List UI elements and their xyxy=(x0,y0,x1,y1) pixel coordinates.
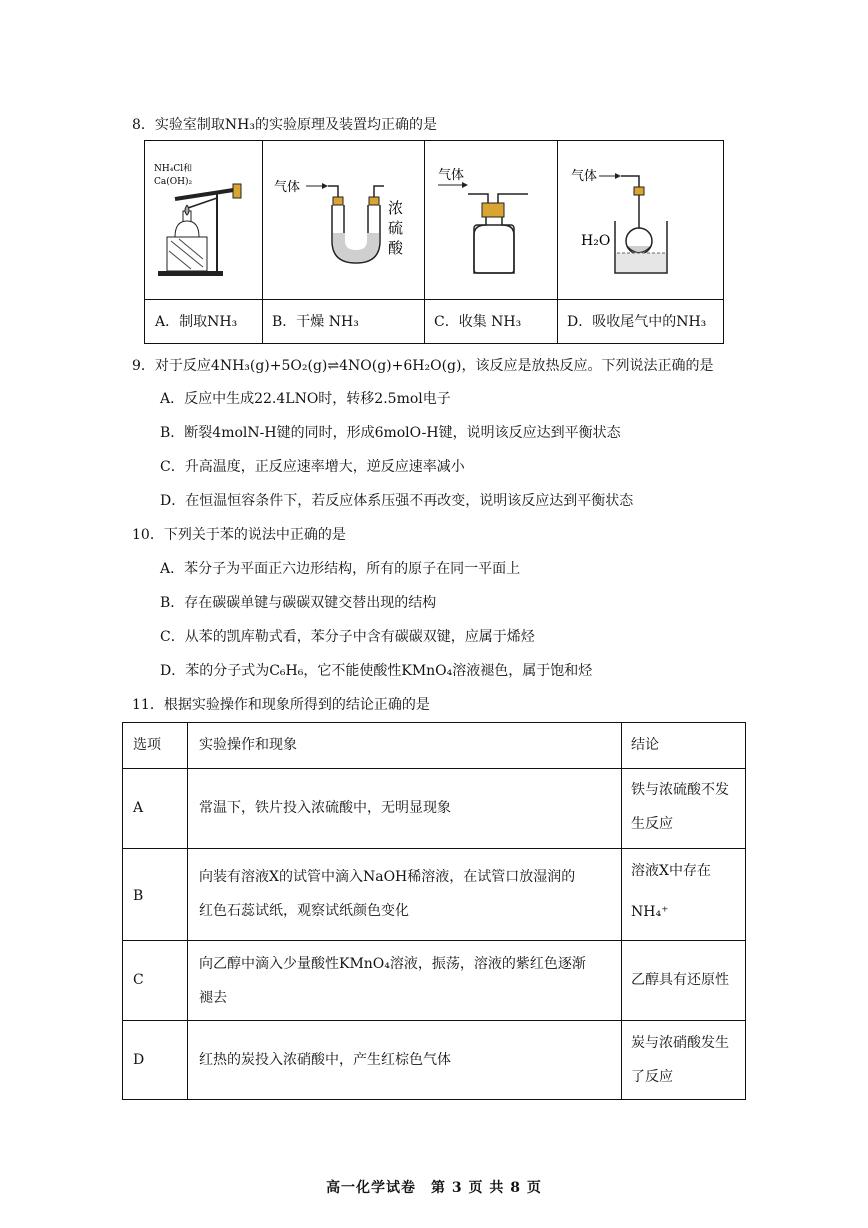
q10-option-c: C．从苯的凯库勒式看，苯分子中含有碳碳双键，应属于烯烃 xyxy=(160,629,535,645)
apparatus-b xyxy=(262,141,424,299)
q10-option-b: B．存在碳碳单键与碳碳双键交替出现的结构 xyxy=(160,595,437,611)
row-b-operation: 红色石蕊试纸，观察试纸颜色变化 xyxy=(199,903,409,919)
row-a-option: A xyxy=(133,800,144,816)
row-b-conclusion: 溶液X中存在 xyxy=(631,863,711,879)
page-footer: 高一化学试卷 第 3 页 共 8 页 xyxy=(326,1180,542,1196)
q9-option-a: A．反应中生成22.4LNO时，转移2.5mol电子 xyxy=(160,391,451,407)
row-a-conclusion: 生反应 xyxy=(631,816,673,832)
row-c-conclusion: 乙醇具有还原性 xyxy=(631,972,729,988)
apparatus-c xyxy=(424,141,557,299)
header-option: 选项 xyxy=(133,737,161,753)
row-b-option: B xyxy=(133,888,144,904)
header-conclusion: 结论 xyxy=(631,737,659,753)
absorption-beaker-icon xyxy=(557,141,723,299)
gas-label: 气体 xyxy=(274,180,301,195)
divider xyxy=(123,768,745,769)
gas-label: 气体 xyxy=(571,169,598,184)
results-table xyxy=(122,722,746,1100)
divider xyxy=(123,848,745,849)
gas-label: 气体 xyxy=(438,168,465,183)
apparatus-a xyxy=(145,141,262,299)
collection-bottle-icon xyxy=(424,141,557,299)
reagent-label: Ca(OH)₂ xyxy=(154,177,193,187)
q10-option-a: A．苯分子为平面正六边形结构，所有的原子在同一平面上 xyxy=(160,561,521,577)
row-c-operation: 褪去 xyxy=(199,990,227,1006)
u-tube-icon xyxy=(262,141,424,299)
caption-d: D．吸收尾气中的NH₃ xyxy=(567,314,707,330)
acid-label: 酸 xyxy=(388,239,404,257)
reagent-label: NH₄Cl和 xyxy=(154,164,193,174)
q9-option-c: C．升高温度，正反应速率增大，逆反应速率减小 xyxy=(160,459,465,475)
acid-label: 硫 xyxy=(388,219,404,237)
divider xyxy=(621,723,622,1099)
apparatus-d xyxy=(557,141,723,299)
row-c-option: C xyxy=(133,972,144,988)
heating-apparatus-icon xyxy=(145,141,262,299)
row-b-conclusion: NH₄⁺ xyxy=(631,904,669,920)
q10-stem: 10．下列关于苯的说法中正确的是 xyxy=(132,527,346,543)
q9-stem: 9．对于反应4NH₃(g)+5O₂(g)⇌4NO(g)+6H₂O(g)，该反应是放热反应。下列说法正确的是 xyxy=(132,358,714,374)
divider xyxy=(123,940,745,941)
divider xyxy=(187,723,188,1099)
row-d-conclusion: 炭与浓硝酸发生 xyxy=(631,1035,729,1051)
q8-stem: 8．实验室制取NH₃的实验原理及装置均正确的是 xyxy=(132,117,437,133)
header-operation: 实验操作和现象 xyxy=(199,737,297,753)
caption-b: B．干燥 NH₃ xyxy=(272,314,359,330)
q9-option-d: D．在恒温恒容条件下，若反应体系压强不再改变，说明该反应达到平衡状态 xyxy=(160,493,634,509)
acid-label: 浓 xyxy=(388,199,404,217)
q9-option-b: B．断裂4molN-H键的同时，形成6molO-H键，说明该反应达到平衡状态 xyxy=(160,425,621,441)
row-c-operation: 向乙醇中滴入少量酸性KMnO₄溶液，振荡，溶液的紫红色逐渐 xyxy=(199,956,586,972)
row-a-operation: 常温下，铁片投入浓硫酸中，无明显现象 xyxy=(199,800,451,816)
caption-a: A．制取NH₃ xyxy=(155,314,238,330)
divider xyxy=(145,299,723,300)
row-b-operation: 向装有溶液X的试管中滴入NaOH稀溶液，在试管口放湿润的 xyxy=(199,869,576,885)
q10-option-d: D．苯的分子式为C₆H₆，它不能使酸性KMnO₄溶液褪色，属于饱和烃 xyxy=(160,663,593,679)
q11-stem: 11．根据实验操作和现象所得到的结论正确的是 xyxy=(132,697,430,713)
row-d-conclusion: 了反应 xyxy=(631,1069,673,1085)
apparatus-table xyxy=(144,140,724,344)
row-a-conclusion: 铁与浓硫酸不发 xyxy=(631,782,729,798)
row-d-option: D xyxy=(133,1052,145,1068)
row-d-operation: 红热的炭投入浓硝酸中，产生红棕色气体 xyxy=(199,1052,451,1068)
water-label: H₂O xyxy=(581,233,611,249)
divider xyxy=(123,1020,745,1021)
caption-c: C．收集 NH₃ xyxy=(434,314,522,330)
